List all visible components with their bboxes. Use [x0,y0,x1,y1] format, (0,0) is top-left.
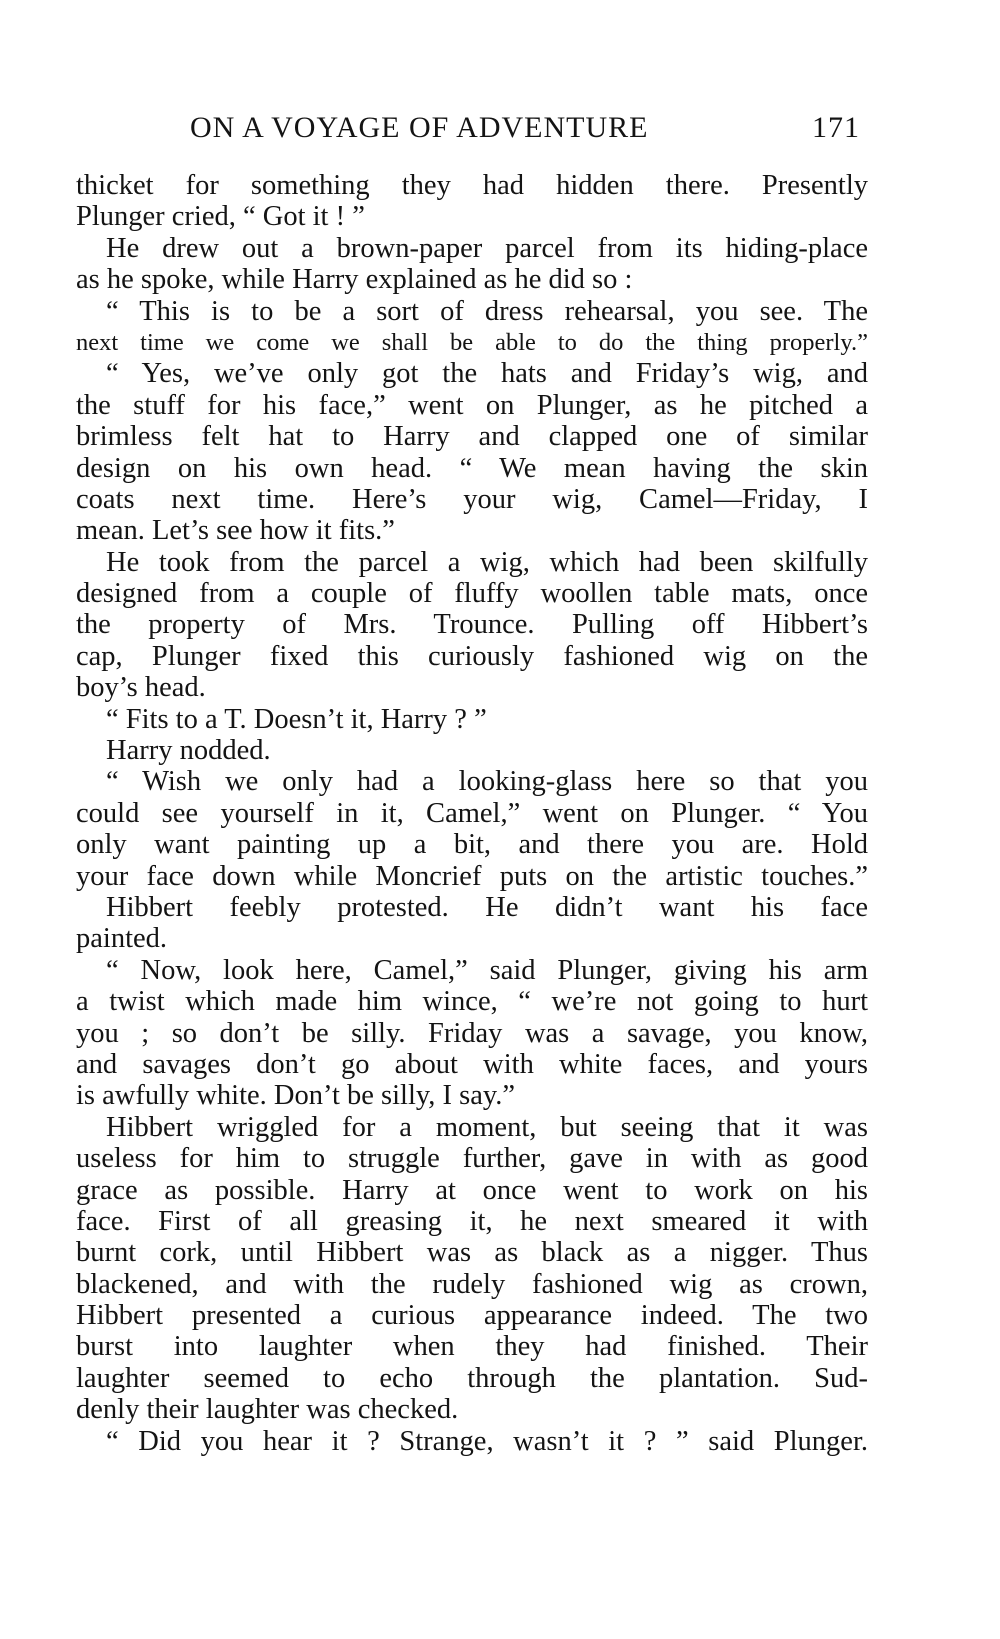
text-line: you ; so don’t be silly. Friday was a savage, you know, [76,1017,868,1049]
text-line: thicket for something they had hidden there. Presently [76,170,868,201]
text-line: painted. [76,923,168,955]
page-number: 171 [812,111,860,144]
text-line: boy’s head. [76,672,206,704]
text-line: cap, Plunger fixed this curiously fashioned wig on the [76,640,868,672]
text-line: the stuff for his face,” went on Plunger, as he pitched a [76,389,868,421]
text-line: mean. Let’s see how it fits.” [76,515,395,547]
text-line: a twist which made him wince, “ we’re not going to hurt [76,986,868,1018]
text-line: “ Yes, we’ve only got the hats and Friday’s wig, and [106,358,868,390]
text-line: brimless felt hat to Harry and clapped one of similar [76,421,868,453]
text-line: face. First of all greasing it, he next smeared it with [76,1205,868,1237]
text-line: grace as possible. Harry at once went to work on his [76,1174,868,1206]
text-line: useless for him to struggle further, gave in with as good [76,1143,868,1175]
text-line: designed from a couple of fluffy woollen table mats, once [76,578,868,610]
text-line: “ This is to be a sort of dress rehearsal, you see. The [106,295,868,327]
text-line: Hibbert feebly protested. He didn’t want his face [106,891,868,923]
text-line: could see yourself in it, Camel,” went on Plunger. “ You [76,797,868,829]
text-line: is awfully white. Don’t be silly, I say.” [76,1080,516,1112]
text-line: Harry nodded. [106,735,271,767]
text-line: next time we come we shall be able to do the thing properly.” [76,328,868,356]
chapter-title: ON A VOYAGE OF ADVENTURE [190,111,649,144]
text-line: He took from the parcel a wig, which had been skilfully [106,546,868,578]
text-line: He drew out a brown-paper parcel from its hiding-place [106,232,868,264]
text-line: only want painting up a bit, and there you are. Hold [76,829,868,861]
text-line: burnt cork, until Hibbert was as black as a nigger. Thus [76,1237,868,1269]
text-line: “ Fits to a T. Doesn’t it, Harry ? ” [106,703,487,735]
text-line: your face down while Moncrief puts on the artistic touches.” [76,860,868,892]
text-line: Hibbert wriggled for a moment, but seeing that it was [106,1111,868,1143]
body-text [76,170,868,1457]
text-line: laughter seemed to echo through the plantation. Sud- [76,1362,868,1394]
running-head [190,108,860,148]
text-line: the property of Mrs. Trounce. Pulling off Hibbert’s [76,609,868,641]
text-line: and savages don’t go about with white faces, and yours [76,1048,868,1080]
text-line: “ Now, look here, Camel,” said Plunger, giving his arm [106,954,868,986]
text-line: denly their laughter was checked. [76,1394,459,1426]
text-line: design on his own head. “ We mean having the skin [76,452,868,484]
text-line: burst into laughter when they had finished. Their [76,1331,868,1363]
text-line: coats next time. Here’s your wig, Camel—Friday, I [76,483,868,515]
text-line: “ Did you hear it ? Strange, wasn’t it ? ” said Plunger. [106,1425,868,1457]
text-line: “ Wish we only had a looking-glass here so that you [106,766,868,798]
text-line: Plunger cried, “ Got it ! ” [76,201,365,233]
text-line: blackened, and with the rudely fashioned wig as crown, [76,1268,868,1300]
text-line: as he spoke, while Harry explained as he did so : [76,264,633,296]
text-line: Hibbert presented a curious appearance indeed. The two [76,1300,868,1332]
